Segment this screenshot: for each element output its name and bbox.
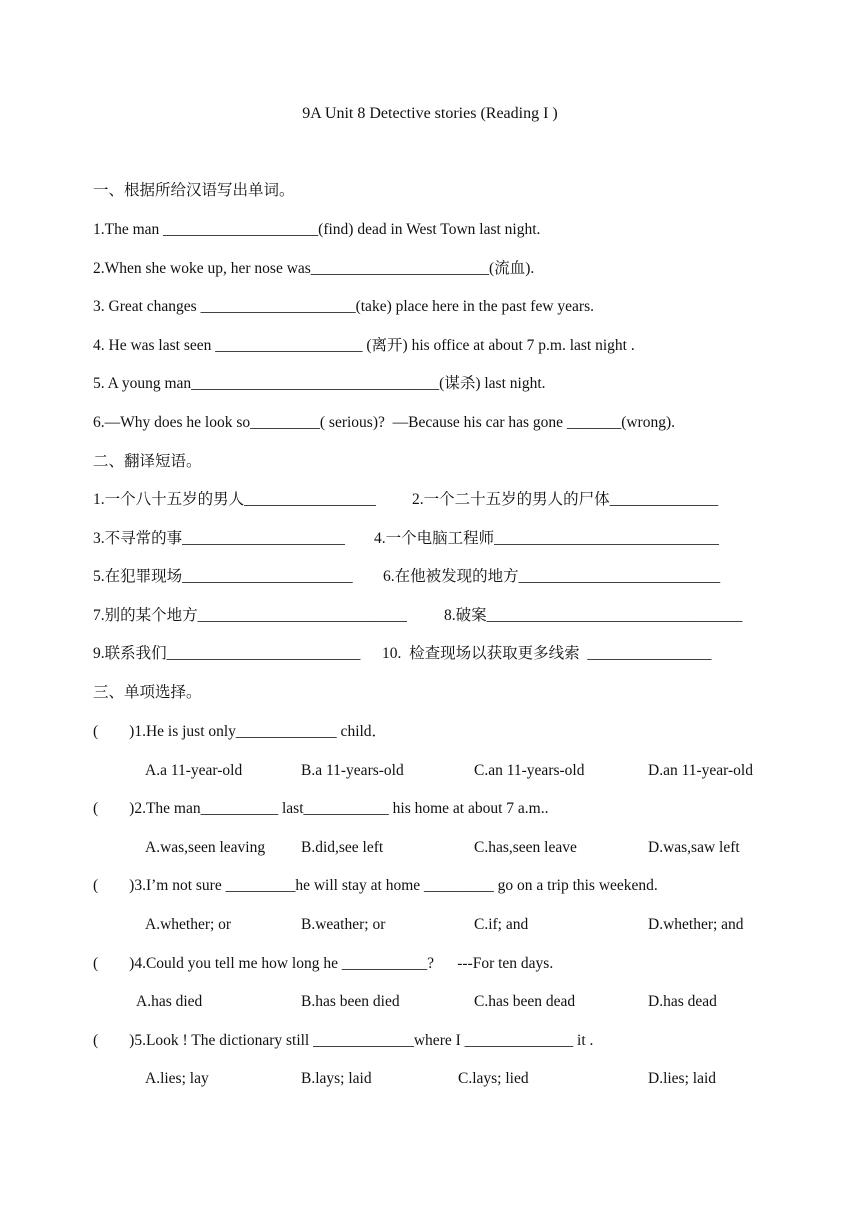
fill-item-3: 3. Great changes ____________________(take) place here in the past few years.: [93, 298, 594, 315]
phrase-left: 3.不寻常的事_____________________: [93, 530, 345, 547]
fill-item-1: 1.The man ____________________(find) dead in West Town last night.: [93, 221, 541, 238]
option-a: A.a 11-year-old: [145, 762, 243, 779]
mc-question-5: ( )5.Look ! The dictionary still _____________where I ______________ it .: [93, 1032, 594, 1049]
option-b: B.weather; or: [301, 916, 386, 933]
option-a: A.lies; lay: [145, 1070, 209, 1087]
phrase-right: 10. 检查现场以获取更多线索 ________________: [382, 645, 712, 662]
mc-question-4: ( )4.Could you tell me how long he ___________? ---For ten days.: [93, 955, 554, 972]
phrase-right: 6.在他被发现的地方__________________________: [383, 568, 721, 585]
phrase-row-2: [93, 529, 719, 549]
phrase-row-1: [93, 490, 719, 510]
phrase-right: 2.一个二十五岁的男人的尸体______________: [412, 491, 719, 508]
option-a: A.has died: [136, 993, 203, 1010]
phrase-left: 5.在犯罪现场______________________: [93, 568, 353, 585]
option-d: D.was,saw left: [648, 839, 740, 856]
phrase-row-3: [93, 567, 721, 587]
option-b: B.a 11-years-old: [301, 762, 404, 779]
phrase-right: 8.破案_________________________________: [444, 607, 743, 624]
section2-heading: 二、翻译短语。: [93, 453, 202, 470]
phrase-left: 7.别的某个地方___________________________: [93, 607, 407, 624]
phrase-row-5: [93, 644, 712, 664]
phrase-right: 4.一个电脑工程师_____________________________: [374, 530, 719, 547]
option-c: C.if; and: [474, 916, 529, 933]
option-a: A.whether; or: [145, 916, 232, 933]
option-c: C.an 11-years-old: [474, 762, 585, 779]
option-d: D.lies; laid: [648, 1070, 717, 1087]
mc-question-2: ( )2.The man__________ last___________ his home at about 7 a.m..: [93, 800, 549, 817]
section3-heading: 三、单项选择。: [93, 684, 202, 701]
mc-question-3: ( )3.I’m not sure _________he will stay at home _________ go on a trip this weekend.: [93, 877, 658, 894]
phrase-left: 9.联系我们_________________________: [93, 645, 361, 662]
option-c: C.has been dead: [474, 993, 576, 1010]
fill-item-6: 6.—Why does he look so_________( serious)? —Because his car has gone _______(wrong).: [93, 414, 675, 431]
phrase-row-4: [93, 606, 743, 626]
phrase-left: 1.一个八十五岁的男人_________________: [93, 491, 376, 508]
page-title: 9A Unit 8 Detective stories (Reading I ): [302, 105, 558, 122]
option-d: D.an 11-year-old: [648, 762, 753, 779]
mc-question-1: ( )1.He is just only_____________ child．: [93, 723, 388, 740]
option-a: A.was,seen leaving: [145, 839, 266, 856]
option-b: B.has been died: [301, 993, 400, 1010]
section1-heading: 一、根据所给汉语写出单词。: [93, 182, 295, 199]
fill-item-2: 2.When she woke up, her nose was_______________________(流血).: [93, 260, 535, 277]
option-b: B.lays; laid: [301, 1070, 372, 1087]
option-b: B.did,see left: [301, 839, 384, 856]
fill-item-4: 4. He was last seen ___________________ (离开) his office at about 7 p.m. last night .: [93, 337, 635, 354]
option-d: D.whether; and: [648, 916, 744, 933]
option-d: D.has dead: [648, 993, 717, 1010]
fill-item-5: 5. A young man________________________________(谋杀) last night.: [93, 375, 546, 392]
option-c: C.lays; lied: [458, 1070, 529, 1087]
option-c: C.has,seen leave: [474, 839, 577, 856]
